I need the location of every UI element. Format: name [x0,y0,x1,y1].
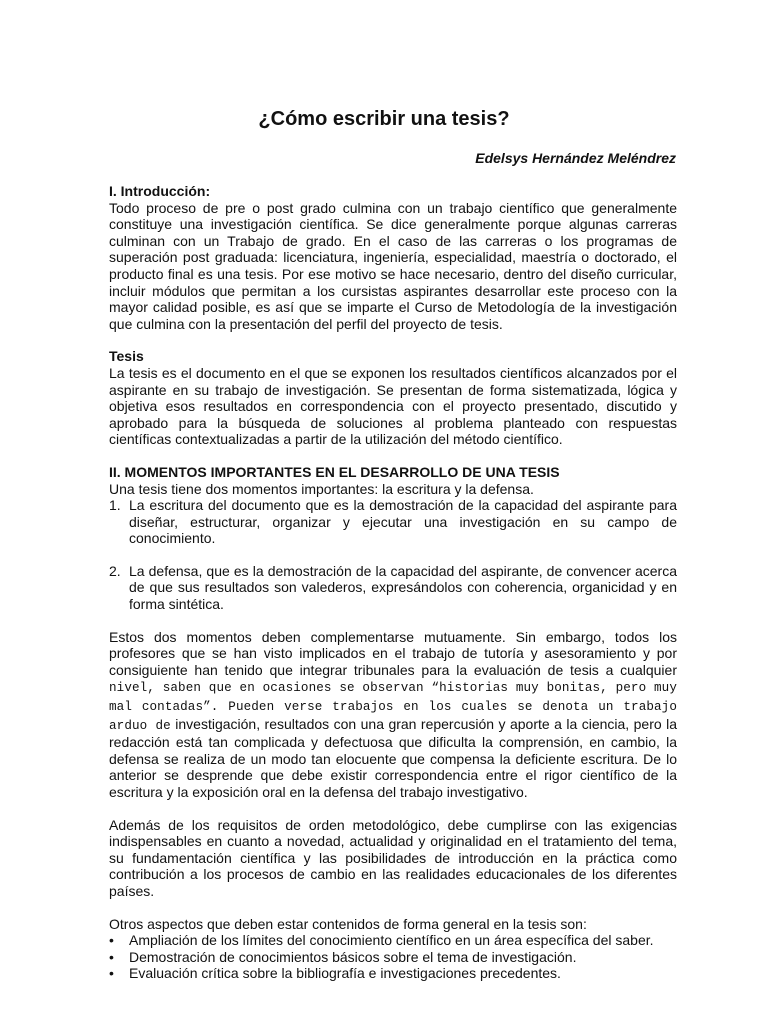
bullet-icon: • [109,948,114,965]
document-title: ¿Cómo escribir una tesis? [258,108,510,130]
momentos-paragraph-3: Otros aspectos que deben estar contenidos de forma general en la tesis son: [109,915,587,932]
list-item-text: La escritura del documento que es la demostración de la capacidad del aspirante para diseñar, estructurar, organizar y ejecutar una investigación en su campo de conocimiento. [129,497,677,547]
bullet-icon: • [109,965,114,982]
list-item-number: 2. [109,562,121,579]
aspects-list [109,932,677,982]
intro-paragraph: Todo proceso de pre o post grado culmina con un trabajo científico que generalmente constituye una investigación científica. Se dice generalmente porque algunas carreras culminan con un Trabajo de grado. En el caso de las carreras o los programas de superación post graduada: licenciatura, ingeniería, especialidad, maestría o doctorado, el producto final es una tesis. Por ese motivo se hace necesario, dentro del diseño curricular, incluir módulos que permitan a los cursistas aspirantes desarrollar este proceso con la mayor calidad posible, es así que se imparte el Curso de Metodología de la investigación que culmina con la presentación del perfil del proyecto de tesis. [109,199,677,332]
list-item [109,497,677,547]
tesis-paragraph: La tesis es el documento en el que se exponen los resultados científicos alcanzados por el aspirante en su trabajo de investigación. Se presentan de forma sistematizada, lógica y objetiva esos resultados en correspondencia con el proyecto presentado, discutido y aprobado para la búsqueda de soluciones al problema planteado con respuestas científicas contextualizadas a partir de la utilización del método científico. [109,364,677,448]
intro-heading: I. Introducción: [109,183,211,199]
bullet-text: Ampliación de los límites del conocimiento científico en un área específica del saber. [129,932,654,949]
momentos-paragraph-2: Además de los requisitos de orden metodológico, debe cumplirse con las exigencias indispensables en cuanto a novedad, actualidad y originalidad en el tratamiento del tema, su fundamentación científica y las posibilidades de introducción en la práctica como contribución a los procesos de cambio en las realidades educacionales de los diferentes países. [109,816,677,899]
tesis-heading: Tesis [109,348,144,365]
paragraph-segment: Estos dos momentos deben complementarse mutuamente. Sin embargo, todos los profesores que se han visto implicados en el trabajo de tutoría y asesoramiento y por consiguiente han tenido que integrar tribunales para la evaluación de tesis a cualquier [109,628,677,678]
paragraph-segment: investigación, resultados con una gran repercusión y aporte a la ciencia, pero la redacción está tan complicada y defectuosa que dificulta la comprensión, en cambio, la defensa se realiza de un modo tan elocuente que compensa la deficiente escritura. De lo anterior se desprende que debe existir correspondencia entre el rigor científico de la escritura y la exposición oral en la defensa del trabajo investigativo. [109,715,677,800]
momentos-paragraph-1 [109,629,677,801]
bullet-item [109,932,677,949]
bullet-item [109,965,677,982]
bullet-text: Evaluación crítica sobre la bibliografía e investigaciones precedentes. [129,965,561,982]
bullet-text: Demostración de conocimientos básicos sobre el tema de investigación. [129,948,577,965]
document-body [109,183,677,982]
paragraph-segment-quote: nivel, saben que en ocasiones se observan “historias muy bonitas, pero muy mal contadas”. Pueden verse trabajos en los cuales se denota un trabajo arduo de [109,681,677,733]
bullet-item [109,949,677,966]
momentos-list [109,497,677,613]
momentos-heading: II. MOMENTOS IMPORTANTES EN EL DESARROLLO DE UNA TESIS [109,463,560,480]
list-item [109,563,677,613]
momentos-intro: Una tesis tiene dos momentos importantes: la escritura y la defensa. [109,480,534,497]
list-item-text: La defensa, que es la demostración de la capacidad del aspirante, de convencer acerca de que sus resultados son valederos, expresándolos con coherencia, organicidad y en forma sintética. [129,562,677,613]
bullet-icon: • [109,932,114,949]
list-item-number: 1. [109,497,121,514]
document-author: Edelsys Hernández Meléndrez [475,150,676,166]
